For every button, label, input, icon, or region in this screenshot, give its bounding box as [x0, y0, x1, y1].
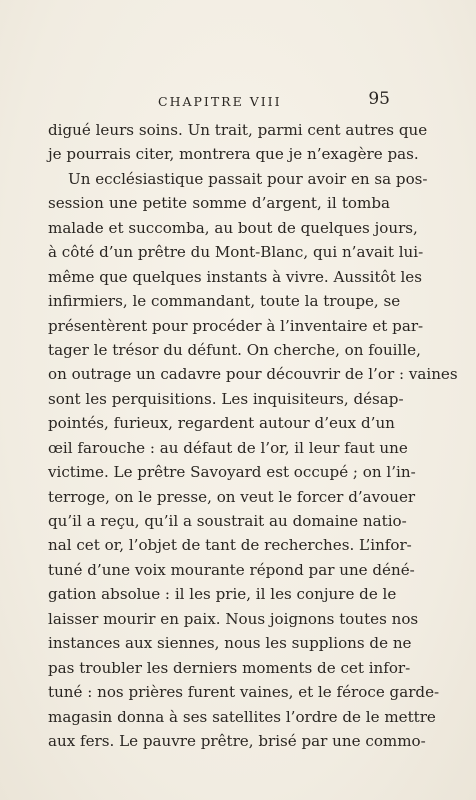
text-line: sont les perquisitions. Les inquisiteurs, désap-: [48, 389, 404, 408]
text-line: tuné d’une voix mourante répond par une déné-: [48, 560, 415, 579]
text-line: à côté d’un prêtre du Mont-Blanc, qui n’avait lui-: [48, 243, 424, 262]
text-line: infirmiers, le commandant, toute la troupe, se: [48, 292, 401, 311]
text-line: aux fers. Le pauvre prêtre, brisé par une commo-: [48, 731, 426, 750]
page-number: 95: [368, 89, 390, 109]
body-text: [48, 118, 458, 753]
text-line: même que quelques instants à vivre. Aussitôt les: [48, 267, 422, 286]
chapter-title: CHAPITRE VIII: [158, 94, 282, 109]
text-line: gation absolue : il les prie, il les conjure de le: [48, 585, 397, 604]
text-line: terroge, on le presse, on veut le forcer d’avouer: [48, 487, 416, 506]
text-line: je pourrais citer, montrera que je n’exagère pas.: [48, 145, 419, 164]
text-line: magasin donna à ses satellites l’ordre de le mettre: [48, 707, 436, 726]
text-line: œil farouche : au défaut de l’or, il leur faut une: [48, 438, 408, 457]
text-line: tager le trésor du défunt. On cherche, on fouille,: [48, 340, 421, 359]
text-line: pas troubler les derniers moments de cet infor-: [48, 658, 411, 677]
text-line: laisser mourir en paix. Nous joignons toutes nos: [48, 609, 419, 628]
text-line: qu’il a reçu, qu’il a soustrait au domaine natio-: [48, 512, 407, 530]
text-line: malade et succomba, au bout de quelques jours,: [48, 218, 418, 237]
paragraph-start-line: Un ecclésiastique passait pour avoir en sa pos-: [68, 169, 428, 188]
text-line: instances aux siennes, nous les supplions de ne: [48, 634, 412, 653]
text-line: digué leurs soins. Un trait, parmi cent autres que: [48, 121, 428, 139]
text-line: tuné : nos prières furent vaines, et le féroce garde-: [48, 683, 440, 702]
text-line: pointés, furieux, regardent autour d’eux d’un: [48, 414, 395, 433]
text-line: nal cet or, l’objet de tant de recherches. L’infor-: [48, 536, 412, 555]
running-head: [48, 89, 390, 112]
text-line: on outrage un cadavre pour découvrir de l’or : vaines: [48, 365, 458, 384]
text-line: victime. Le prêtre Savoyard est occupé ; on l’in-: [48, 463, 416, 482]
text-line: session une petite somme d’argent, il tomba: [48, 194, 390, 213]
text-line: présentèrent pour procéder à l’inventaire et par-: [48, 316, 424, 335]
